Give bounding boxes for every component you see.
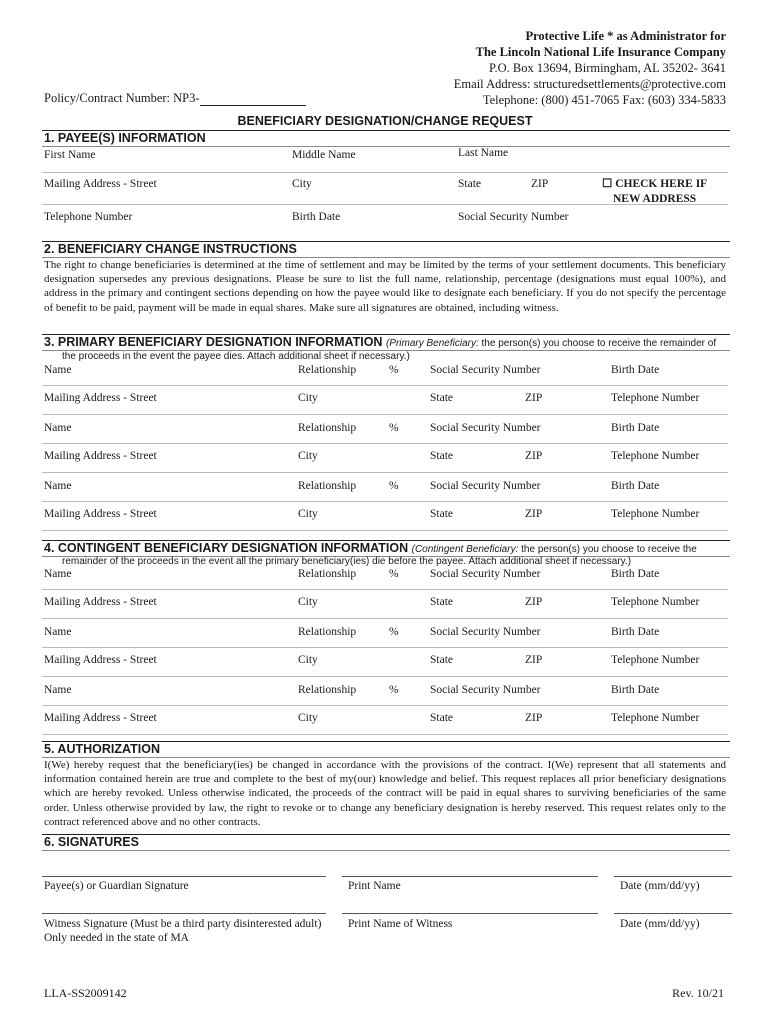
policy-prefix: NP3- (173, 91, 200, 105)
check-label-1: CHECK HERE IF (615, 178, 708, 190)
contingent-2-zip-field[interactable]: ZIP (525, 654, 543, 666)
contingent-3-relationship-field[interactable]: Relationship (298, 684, 357, 696)
primary-1-percent-field[interactable]: % (389, 364, 399, 376)
print-name-line[interactable] (342, 876, 598, 877)
contingent-2-birth-date-field[interactable]: Birth Date (611, 626, 660, 638)
divider (42, 204, 728, 205)
header-address: P.O. Box 13694, Birmingham, AL 35202- 3641 (488, 61, 726, 75)
contingent-1-state-field[interactable]: State (430, 596, 453, 608)
section-3-header (42, 334, 730, 351)
primary-3-percent-field[interactable]: % (389, 480, 399, 492)
primary-1-mailing-field[interactable]: Mailing Address - Street (44, 392, 157, 404)
print-name-label: Print Name (348, 880, 401, 892)
payee-city-field[interactable]: City (292, 178, 312, 190)
contingent-2-ssn-field[interactable]: Social Security Number (430, 626, 541, 638)
payee-middle-name-field[interactable]: Middle Name (292, 149, 356, 161)
divider (42, 472, 728, 473)
contingent-3-mailing-field[interactable]: Mailing Address - Street (44, 712, 157, 724)
divider (42, 647, 728, 648)
date-label-2: Date (mm/dd/yy) (620, 918, 700, 930)
print-witness-line[interactable] (342, 913, 598, 914)
primary-1-state-field[interactable]: State (430, 392, 453, 404)
contingent-2-telephone-field[interactable]: Telephone Number (611, 654, 700, 666)
divider (42, 501, 728, 502)
check-label-2: NEW ADDRESS (613, 193, 697, 205)
contingent-2-name-field[interactable]: Name (44, 626, 72, 638)
contingent-1-mailing-field[interactable]: Mailing Address - Street (44, 596, 157, 608)
primary-2-name-field[interactable]: Name (44, 422, 72, 434)
section-6-header (42, 834, 730, 851)
contingent-3-city-field[interactable]: City (298, 712, 318, 724)
primary-2-percent-field[interactable]: % (389, 422, 399, 434)
section-6-title: 6. SIGNATURES (44, 835, 139, 849)
payee-signature-label: Payee(s) or Guardian Signature (44, 880, 189, 892)
primary-2-birth-date-field[interactable]: Birth Date (611, 422, 660, 434)
contingent-1-ssn-field[interactable]: Social Security Number (430, 568, 541, 580)
form-id: LLA-SS2009142 (44, 986, 127, 1000)
contingent-2-relationship-field[interactable]: Relationship (298, 626, 357, 638)
section-4-title: 4. CONTINGENT BENEFICIARY DESIGNATION INFORMATION (44, 541, 409, 555)
primary-2-ssn-field[interactable]: Social Security Number (430, 422, 541, 434)
primary-3-relationship-field[interactable]: Relationship (298, 480, 357, 492)
section-5-header (42, 741, 730, 758)
primary-2-city-field[interactable]: City (298, 450, 318, 462)
section-2-header (42, 241, 730, 258)
contingent-3-ssn-field[interactable]: Social Security Number (430, 684, 541, 696)
divider (42, 385, 728, 386)
header-line-2: The Lincoln National Life Insurance Company (475, 45, 726, 59)
divider (42, 530, 728, 531)
payee-ssn-field[interactable]: Social Security Number (458, 211, 569, 223)
contingent-3-telephone-field[interactable]: Telephone Number (611, 712, 700, 724)
date-line-2[interactable] (614, 913, 732, 914)
policy-number-input[interactable] (200, 92, 306, 106)
payee-state-field[interactable]: State (458, 178, 481, 190)
divider (42, 589, 728, 590)
revision: Rev. 10/21 (672, 986, 724, 1000)
primary-2-mailing-field[interactable]: Mailing Address - Street (44, 450, 157, 462)
contingent-3-name-field[interactable]: Name (44, 684, 72, 696)
divider (42, 676, 728, 677)
contingent-1-name-field[interactable]: Name (44, 568, 72, 580)
section-1-header (42, 130, 730, 147)
instructions-text: The right to change beneficiaries is determined at the time of settlement and may be limited by the terms of your settlement documents. This beneficiary designation supersedes any previous designations. Please be sure to list the full name, relationship, percentage (designations must equal 100%), and address in the primary and contingent sections depending on how the payee would like to designate each beneficiary. If you do not specify the percentage of benefit to be paid, payment will be made in equal shares. Make sure all signatures are obtained, including witness. (44, 259, 726, 314)
contingent-1-city-field[interactable]: City (298, 596, 318, 608)
date-label-1: Date (mm/dd/yy) (620, 880, 700, 892)
witness-signature-label: Witness Signature (Must be a third party disinterested adult) (44, 918, 322, 930)
payee-last-name-field[interactable]: Last Name (458, 147, 509, 159)
contingent-2-city-field[interactable]: City (298, 654, 318, 666)
divider (42, 705, 728, 706)
payee-signature-line[interactable] (42, 876, 326, 877)
header-line-1: Protective Life * as Administrator for (525, 29, 726, 43)
payee-zip-field[interactable]: ZIP (531, 178, 549, 190)
primary-1-relationship-field[interactable]: Relationship (298, 364, 357, 376)
witness-note: Only needed in the state of MA (44, 932, 189, 944)
contingent-2-state-field[interactable]: State (430, 654, 453, 666)
section-4-note-label: (Contingent Beneficiary: (411, 544, 519, 555)
primary-2-relationship-field[interactable]: Relationship (298, 422, 357, 434)
section-4-header (42, 540, 730, 557)
contingent-1-relationship-field[interactable]: Relationship (298, 568, 357, 580)
divider (42, 414, 728, 415)
new-address-checkbox[interactable] (602, 177, 707, 207)
divider (42, 172, 728, 173)
primary-1-birth-date-field[interactable]: Birth Date (611, 364, 660, 376)
payee-first-name-field[interactable]: First Name (44, 149, 96, 161)
primary-3-city-field[interactable]: City (298, 508, 318, 520)
form-title: BENEFICIARY DESIGNATION/CHANGE REQUEST (237, 114, 533, 128)
policy-number-field (44, 91, 306, 106)
witness-signature-line[interactable] (42, 913, 326, 914)
payee-mailing-field[interactable]: Mailing Address - Street (44, 178, 157, 190)
primary-3-zip-field[interactable]: ZIP (525, 508, 543, 520)
contingent-1-percent-field[interactable]: % (389, 568, 399, 580)
section-5-title: 5. AUTHORIZATION (44, 742, 160, 756)
section-4-note: the person(s) you choose to receive the (518, 544, 697, 555)
primary-1-zip-field[interactable]: ZIP (525, 392, 543, 404)
print-witness-label: Print Name of Witness (348, 918, 453, 930)
primary-3-ssn-field[interactable]: Social Security Number (430, 480, 541, 492)
primary-2-telephone-field[interactable]: Telephone Number (611, 450, 700, 462)
primary-1-name-field[interactable]: Name (44, 364, 72, 376)
primary-2-state-field[interactable]: State (430, 450, 453, 462)
primary-3-name-field[interactable]: Name (44, 480, 72, 492)
policy-label: Policy/Contract Number: (44, 91, 171, 105)
divider (42, 443, 728, 444)
primary-3-state-field[interactable]: State (430, 508, 453, 520)
section-3-note: the person(s) you choose to receive the remainder of (478, 338, 717, 349)
primary-1-city-field[interactable]: City (298, 392, 318, 404)
date-line-1[interactable] (614, 876, 732, 877)
primary-3-birth-date-field[interactable]: Birth Date (611, 480, 660, 492)
section-3-note-label: (Primary Beneficiary: (385, 338, 479, 349)
divider (42, 734, 728, 735)
header-phone-fax: Telephone: (800) 451-7065 Fax: (603) 334-5833 (482, 93, 726, 107)
primary-3-telephone-field[interactable]: Telephone Number (611, 508, 700, 520)
section-1-title: 1. PAYEE(S) INFORMATION (44, 131, 206, 145)
contingent-3-birth-date-field[interactable]: Birth Date (611, 684, 660, 696)
section-4-note-continued: remainder of the proceeds in the event all the primary beneficiary(ies) die before the payee. Attach additional sheet if necessary.) (62, 556, 632, 567)
authorization-text: I(We) hereby request that the beneficiary(ies) be changed in accordance with the provisions of the contract. I(We) represent that all statements and information contained herein are true and complete to the best of my(our) knowledge and belief. This request replaces all prior beneficiary designations which are hereby revoked. Unless otherwise indicated, the proceeds of the contract will be paid in equal shares to surviving beneficiaries of the same order. Unless otherwise provided by law, the right to revoke or to change any beneficiary designation is hereby reserved. This request relates only to the contract referenced above and no other contracts. (44, 759, 726, 828)
divider (42, 618, 728, 619)
contingent-3-percent-field[interactable]: % (389, 684, 399, 696)
primary-2-zip-field[interactable]: ZIP (525, 450, 543, 462)
contingent-2-percent-field[interactable]: % (389, 626, 399, 638)
section-2-title: 2. BENEFICIARY CHANGE INSTRUCTIONS (44, 242, 297, 256)
primary-1-ssn-field[interactable]: Social Security Number (430, 364, 541, 376)
contingent-1-telephone-field[interactable]: Telephone Number (611, 596, 700, 608)
contingent-3-state-field[interactable]: State (430, 712, 453, 724)
header-email: Email Address: structuredsettlements@protective.com (453, 77, 726, 91)
payee-birth-date-field[interactable]: Birth Date (292, 211, 341, 223)
contingent-1-birth-date-field[interactable]: Birth Date (611, 568, 660, 580)
company-header (454, 28, 726, 108)
contingent-3-zip-field[interactable]: ZIP (525, 712, 543, 724)
section-3-title: 3. PRIMARY BENEFICIARY DESIGNATION INFORMATION (44, 335, 383, 349)
payee-telephone-field[interactable]: Telephone Number (44, 211, 133, 223)
primary-1-telephone-field[interactable]: Telephone Number (611, 392, 700, 404)
primary-3-mailing-field[interactable]: Mailing Address - Street (44, 508, 157, 520)
contingent-2-mailing-field[interactable]: Mailing Address - Street (44, 654, 157, 666)
contingent-1-zip-field[interactable]: ZIP (525, 596, 543, 608)
section-3-note-continued: the proceeds in the event the payee dies. Attach additional sheet if necessary.) (62, 351, 410, 362)
checkbox-icon[interactable]: ☐ (602, 178, 613, 190)
